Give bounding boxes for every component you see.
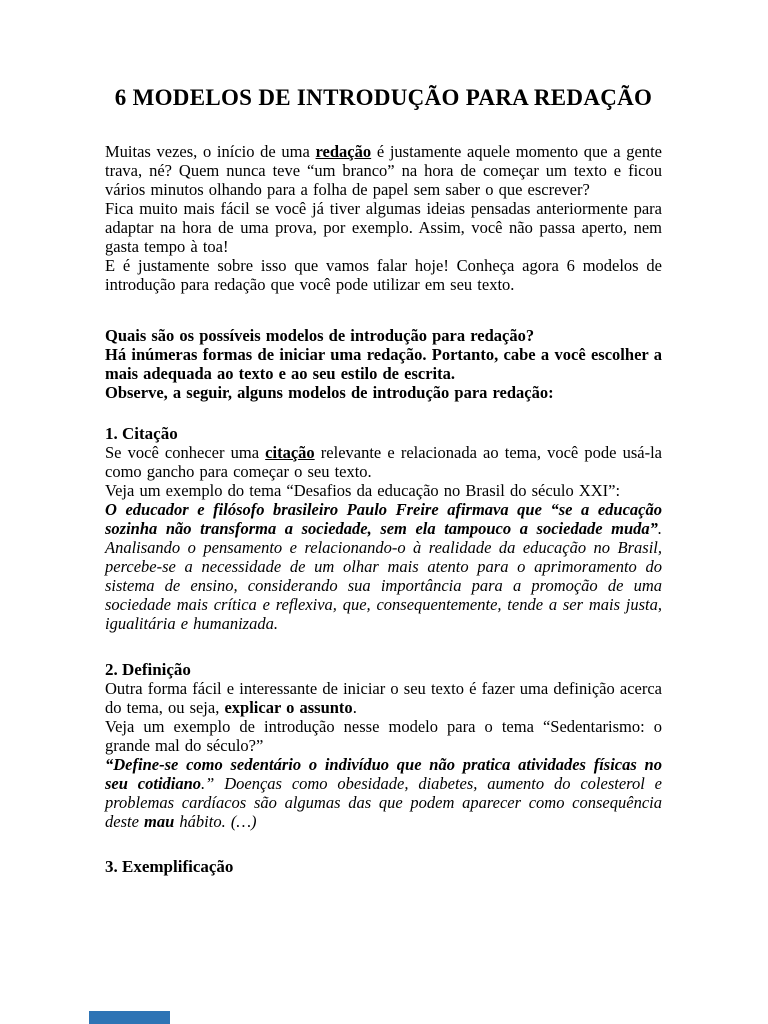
intro-paragraph-3: E é justamente sobre isso que vamos falar hoje! Conheça agora 6 modelos de introdução para redação que você pode utilizar em seu texto. <box>105 256 662 294</box>
lead-in-line: Observe, a seguir, alguns modelos de introdução para redação: <box>105 383 554 402</box>
quote-rest: . Analisando o pensamento e relacionando-o à realidade da educação no Brasil, percebe-se a necessidade de um olhar mais atento para o aprimoramento do sistema de ensino, considerando sua importância para a promoção de uma sociedade mais crítica e reflexiva, que, consequentemente, tende a ser mais justa, igualitária e humanizada. <box>105 519 662 633</box>
text-run: Se você conhecer uma <box>105 443 266 462</box>
citacao-paragraph-2: Veja um exemplo do tema “Desafios da educação no Brasil do século XXI”: <box>105 481 621 500</box>
section-heading-definicao: 2. Definição <box>105 660 191 679</box>
section-heading-citacao: 1. Citação <box>105 424 178 443</box>
intro-paragraph-2: Fica muito mais fácil se você já tiver algumas ideias pensadas anteriormente para adaptar na hora de uma prova, por exemplo. Assim, você não passa aperto, nem gasta tempo à toa! <box>105 199 662 256</box>
quote-end: hábito. (…) <box>174 812 257 831</box>
text-run: . <box>352 698 357 717</box>
page-title: 6 MODELOS DE INTRODUÇÃO PARA REDAÇÃO <box>114 85 653 110</box>
next-page-preview-edge <box>89 1011 170 1024</box>
quote-lead: “Define-se como sedentário o indivíduo que não pratica atividades físicas no seu cotidiano <box>105 755 662 793</box>
citacao-paragraph-1 <box>105 443 662 481</box>
definicao-paragraph-1 <box>105 679 662 717</box>
text-run: é justamente aquele momento que a gente trava, né? Quem nunca teve “um branco” na hora de começar um texto e ficou vários minutos olhando para a folha de papel sem saber o que escrever? <box>105 142 662 199</box>
definicao-paragraph-2: Veja um exemplo de introdução nesse modelo para o tema “Sedentarismo: o grande mal do século?” <box>105 717 662 755</box>
section-heading-exemplificacao: 3. Exemplificação <box>105 857 234 876</box>
question-line: Quais são os possíveis modelos de introdução para redação? <box>105 326 535 345</box>
quote-lead: O educador e filósofo brasileiro Paulo Freire afirmava que “se a educação sozinha não transforma a sociedade, sem ela tampouco a sociedade muda” <box>105 500 662 538</box>
keyword-citacao: citação <box>265 443 315 462</box>
quote-mid: .” Doenças como obesidade, diabetes, aumento do colesterol e problemas cardíacos são algumas das que podem aparecer como consequência deste <box>105 774 662 831</box>
bold-run: explicar o assunto <box>224 698 353 717</box>
intro-paragraph-1 <box>105 142 662 199</box>
definicao-example-quote <box>105 755 662 831</box>
answer-line: Há inúmeras formas de iniciar uma redação. Portanto, cabe a você escolher a mais adequada ao texto e ao seu estilo de escrita. <box>105 345 662 383</box>
text-run: Outra forma fácil e interessante de iniciar o seu texto é fazer uma definição acerca do tema, ou seja, <box>105 679 662 717</box>
text-run: relevante e relacionada ao tema, você pode usá-la como gancho para começar o seu texto. <box>105 443 662 481</box>
page-content <box>105 84 662 876</box>
keyword-redacao: redação <box>315 142 372 161</box>
citacao-example-quote <box>105 500 662 633</box>
question-block <box>105 326 662 402</box>
quote-emph-mau: mau <box>144 812 175 831</box>
text-run: Muitas vezes, o início de uma <box>105 142 316 161</box>
